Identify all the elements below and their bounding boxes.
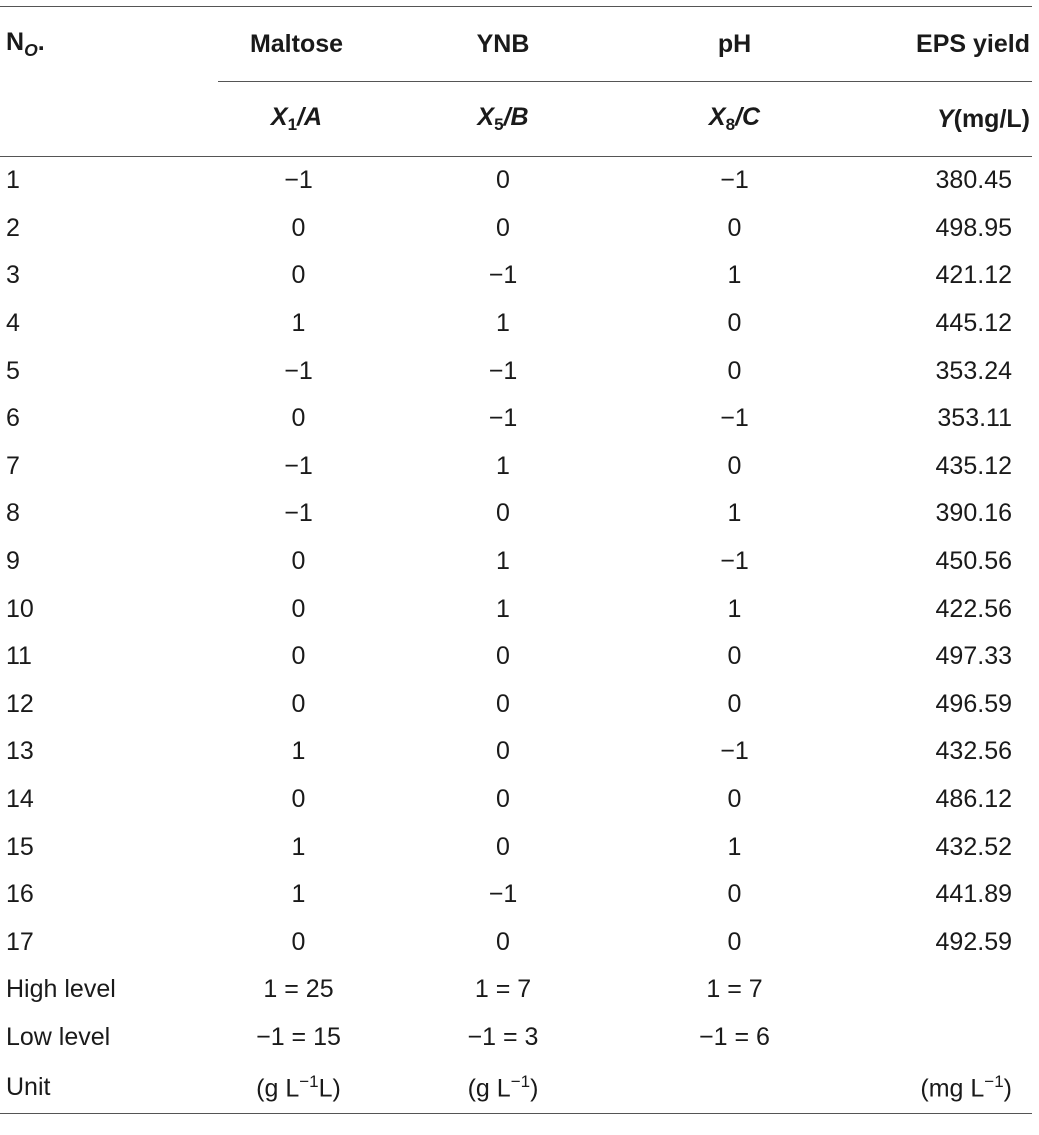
cell-no: 8	[6, 499, 20, 528]
cell-b: 0	[496, 499, 510, 528]
cell-a: 0	[291, 642, 306, 671]
cell-y: 441.89	[935, 880, 1012, 909]
cell-no: 16	[6, 880, 34, 909]
unit-a	[218, 1061, 389, 1114]
x1-var: X	[270, 102, 288, 131]
header-row-factors	[0, 7, 1032, 82]
cell-c: 1	[727, 499, 742, 528]
cell-y: 486.12	[935, 785, 1012, 814]
unit-a-sup: −1	[299, 1071, 319, 1091]
cell-no: 13	[6, 737, 34, 766]
header-x8-c	[657, 82, 812, 157]
cell-c: 0	[727, 213, 742, 242]
header-ynb: YNB	[389, 7, 657, 82]
x8-sub: 8	[725, 115, 736, 135]
cell-a: 0	[291, 785, 306, 814]
cell-no: 10	[6, 594, 34, 623]
x8-code: /C	[735, 102, 761, 131]
high-level-c: 1 = 7	[706, 975, 763, 1004]
table-row	[0, 205, 1032, 253]
cell-y: 353.24	[935, 356, 1012, 385]
cell-y: 390.16	[935, 499, 1012, 528]
cell-b: 0	[496, 642, 510, 671]
high-level-a: 1 = 25	[263, 975, 334, 1004]
cell-no: 2	[6, 213, 20, 242]
cell-c: −1	[720, 166, 749, 195]
cell-a: −1	[284, 166, 313, 195]
header-no-dot: .	[37, 27, 45, 56]
x1-sub: 1	[287, 115, 298, 135]
table-row	[0, 252, 1032, 300]
cell-c: 0	[727, 642, 742, 671]
cell-a: 0	[291, 404, 306, 433]
cell-no: 17	[6, 927, 34, 956]
cell-no: 6	[6, 404, 20, 433]
unit-b	[389, 1061, 657, 1114]
unit-label: Unit	[0, 1061, 218, 1114]
unit-y-post: )	[1003, 1073, 1012, 1102]
cell-c: 0	[727, 451, 742, 480]
cell-y: 492.59	[935, 927, 1012, 956]
high-level-row	[0, 966, 1032, 1014]
table-row	[0, 871, 1032, 919]
table-header	[0, 7, 1032, 157]
header-x1-a	[218, 82, 389, 157]
unit-c	[657, 1061, 812, 1114]
unit-a-post: L)	[318, 1073, 341, 1102]
cell-no: 14	[6, 785, 34, 814]
cell-b: 0	[496, 689, 510, 718]
low-level-label: Low level	[6, 1022, 111, 1051]
cell-a: 0	[291, 213, 306, 242]
table-body	[0, 157, 1032, 1114]
cell-b: 0	[496, 785, 510, 814]
cell-b: 1	[496, 547, 510, 576]
table-row	[0, 395, 1032, 443]
header-x5-b	[389, 82, 657, 157]
cell-a: −1	[284, 356, 313, 385]
cell-a: 0	[291, 594, 306, 623]
table-row	[0, 633, 1032, 681]
header-y-unit	[812, 82, 1032, 157]
cell-no: 1	[6, 166, 20, 195]
low-level-c: −1 = 6	[699, 1022, 770, 1051]
table-row	[0, 919, 1032, 967]
cell-b: −1	[488, 261, 518, 290]
unit-y-pre: (mg L	[920, 1073, 985, 1102]
table-row	[0, 490, 1032, 538]
table-row	[0, 585, 1032, 633]
cell-y: 422.56	[935, 594, 1012, 623]
high-level-label: High level	[6, 975, 116, 1004]
cell-y: 380.45	[935, 166, 1012, 195]
table-row	[0, 300, 1032, 348]
cell-b: 1	[496, 309, 510, 338]
unit-row	[0, 1061, 1032, 1114]
x5-var: X	[477, 102, 495, 131]
cell-b: 1	[496, 451, 510, 480]
header-maltose: Maltose	[218, 7, 389, 82]
cell-no: 7	[6, 451, 20, 480]
cell-b: 0	[496, 166, 510, 195]
cell-b: 0	[496, 927, 510, 956]
header-empty	[0, 82, 218, 157]
cell-c: 0	[727, 309, 742, 338]
cell-c: 0	[727, 356, 742, 385]
header-no	[0, 7, 218, 82]
cell-b: 1	[496, 594, 510, 623]
cell-y: 498.95	[935, 213, 1012, 242]
cell-c: 0	[727, 785, 742, 814]
cell-y: 432.56	[935, 737, 1012, 766]
header-ph: pH	[657, 7, 812, 82]
cell-a: 1	[291, 737, 306, 766]
cell-b: −1	[488, 404, 518, 433]
cell-y: 496.59	[935, 689, 1012, 718]
y-var: Y	[936, 104, 954, 133]
low-level-b: −1 = 3	[467, 1022, 539, 1051]
low-level-a: −1 = 15	[256, 1022, 341, 1051]
cell-c: 1	[727, 261, 742, 290]
cell-c: −1	[720, 547, 749, 576]
unit-y-sup: −1	[984, 1071, 1004, 1091]
high-level-b: 1 = 7	[474, 975, 532, 1004]
cell-b: 0	[496, 737, 510, 766]
table-row	[0, 728, 1032, 776]
header-no-sub: O	[24, 39, 38, 60]
cell-no: 11	[6, 642, 32, 671]
cell-no: 4	[6, 309, 20, 338]
cell-a: 0	[291, 261, 306, 290]
cell-b: −1	[488, 356, 518, 385]
table-row	[0, 157, 1032, 205]
cell-y: 432.52	[935, 832, 1012, 861]
cell-a: 1	[291, 880, 306, 909]
header-row-codes	[0, 82, 1032, 157]
cell-a: 1	[291, 309, 306, 338]
table-row	[0, 681, 1032, 729]
cell-c: 0	[727, 927, 742, 956]
cell-a: 0	[291, 547, 306, 576]
cell-b: −1	[488, 880, 518, 909]
cell-no: 9	[6, 547, 20, 576]
unit-b-post: )	[530, 1073, 539, 1102]
cell-no: 12	[6, 689, 34, 718]
table-row	[0, 443, 1032, 491]
table-row	[0, 776, 1032, 824]
cell-a: −1	[284, 499, 313, 528]
cell-a: 0	[291, 927, 306, 956]
cell-c: −1	[720, 737, 749, 766]
cell-a: 1	[291, 832, 306, 861]
unit-a-pre: (g L	[256, 1073, 300, 1102]
y-unit: (mg/L)	[953, 104, 1030, 133]
low-level-row	[0, 1014, 1032, 1062]
x8-var: X	[708, 102, 726, 131]
eps-yield-design-table	[0, 6, 1032, 1114]
unit-y	[812, 1061, 1032, 1114]
cell-a: 0	[291, 689, 306, 718]
cell-y: 445.12	[935, 309, 1012, 338]
high-level-y	[812, 966, 1032, 1014]
x5-sub: 5	[494, 115, 504, 135]
unit-b-pre: (g L	[467, 1073, 511, 1102]
cell-y: 450.56	[935, 547, 1012, 576]
table-row	[0, 538, 1032, 586]
cell-c: 0	[727, 689, 742, 718]
cell-no: 5	[6, 356, 20, 385]
cell-c: 1	[727, 594, 742, 623]
cell-a: −1	[284, 451, 313, 480]
header-no-label: N	[6, 27, 25, 56]
cell-no: 15	[6, 832, 34, 861]
cell-y: 421.12	[935, 261, 1012, 290]
table-row	[0, 347, 1032, 395]
cell-no: 3	[6, 261, 20, 290]
table-row	[0, 823, 1032, 871]
cell-c: 0	[727, 880, 742, 909]
unit-b-sup: −1	[510, 1071, 531, 1091]
cell-b: 0	[496, 832, 510, 861]
cell-y: 497.33	[935, 642, 1012, 671]
cell-c: 1	[727, 832, 742, 861]
x5-code: /B	[503, 102, 529, 131]
low-level-y	[812, 1014, 1032, 1062]
cell-b: 0	[496, 213, 510, 242]
cell-y: 435.12	[935, 451, 1012, 480]
cell-c: −1	[720, 404, 749, 433]
cell-y: 353.11	[937, 404, 1012, 433]
header-eps-yield: EPS yield	[812, 7, 1032, 82]
x1-code: /A	[297, 102, 323, 131]
